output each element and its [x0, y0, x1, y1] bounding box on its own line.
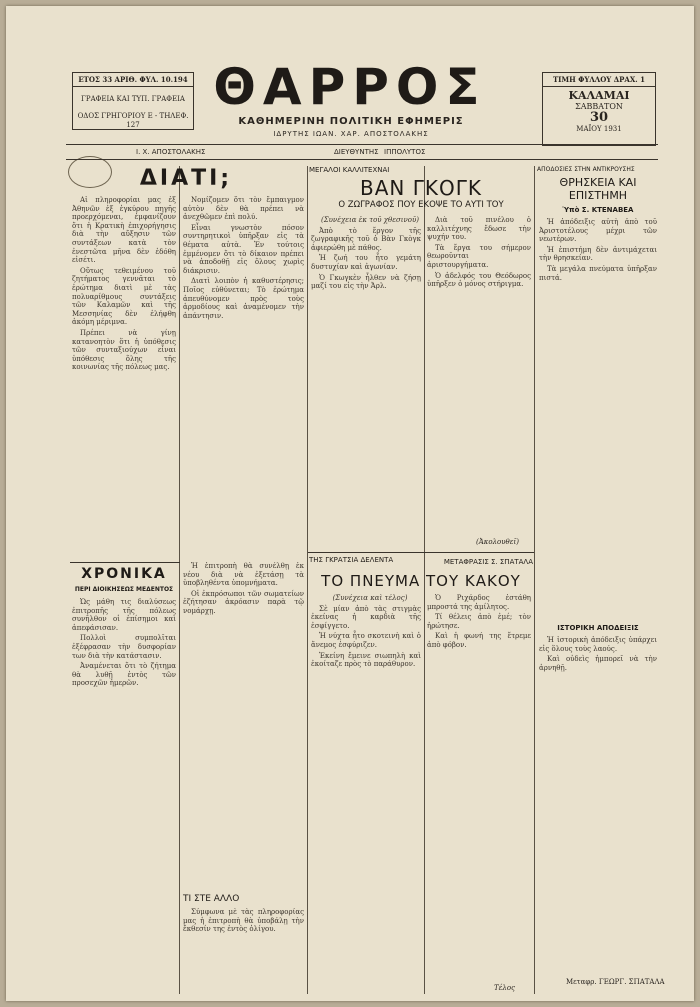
- founder-line: ΙΔΡΥΤΗΣ ΙΩΑΝ. ΧΑΡ. ΑΠΟΣΤΟΛΑΚΗΣ: [273, 130, 429, 138]
- office-address: ΟΔΟΣ ΓΡΗΓΟΡΙΟΥ Ε - ΤΗΛΕΦ. 127: [77, 112, 189, 129]
- headline-chronika: ΧΡΟΝΙΚΑ: [81, 566, 167, 582]
- editor-info-bar: [66, 144, 658, 160]
- month-year-label: ΜΑΪΟΥ 1931: [576, 125, 622, 133]
- paragraph: Οἱ ἐκπρόσωποι τῶν σωματείων ἐζήτησαν ἀκρόασιν παρὰ τῷ νομάρχῃ.: [183, 589, 304, 615]
- director-name: ΙΠΠΟΛΥΤΟΣ: [384, 148, 426, 156]
- article-threskeia-sub: [539, 636, 657, 976]
- column-rule: [179, 166, 180, 994]
- section-rule: [308, 552, 534, 553]
- article-vangogh-col1: [311, 216, 421, 546]
- threskeia-kicker: ΑΠΟΔΟΣΙΕΣ ΣΤΗΝ ΑΝΤΙΚΡΟΥΣΗΣ: [537, 166, 635, 173]
- vangogh-signoff: (Ἀκολουθεῖ): [476, 538, 519, 546]
- office-label: ΓΡΑΦΕΙΑ ΚΑΙ ΤΥΠ. ΓΡΑΦΕΙΑ: [81, 95, 185, 103]
- ti-ste-allo-body: [183, 908, 304, 994]
- paragraph: Τί θέλεις ἀπὸ ἐμέ; τὸν ἠρώτησε.: [427, 613, 531, 630]
- article-threskeia-body: [539, 218, 657, 598]
- ti-ste-allo-heading: ΤΙ ΣΤΕ ΑΛΛΟ: [183, 894, 240, 904]
- paragraph: Σὲ μίαν ἀπὸ τὰς στιγμὰς ἐκείνας ἡ καρδιὰ τῆς ἐσφίγγετο.: [311, 604, 421, 630]
- column-rule: [534, 166, 535, 994]
- paragraph: Καὶ οὐδεὶς ἠμπορεῖ νὰ τὴν ἀρνηθῇ.: [539, 655, 657, 672]
- paragraph: Ἡ νύχτα ἦτο σκοτεινὴ καὶ ὁ ἄνεμος ἐσφύριζεν.: [311, 632, 421, 649]
- paragraph: Ἡ ἀπόδειξις αὐτὴ ἀπὸ τοῦ Ἀριστοτέλους μέχρι τῶν νεωτέρων.: [539, 218, 657, 244]
- paragraph: Ἐκείνη ἔμεινε σιωπηλὴ καὶ ἐκοίταζε πρὸς τὸ παράθυρον.: [311, 651, 421, 669]
- headline-grey: ΤΟ ΠΝΕΥΜΑ ΤΟΥ ΚΑΚΟΥ: [321, 572, 521, 590]
- paragraph: Ἀναμένεται ὅτι τὸ ζήτημα θὰ λυθῇ ἐντὸς τῶν προσεχῶν ἡμερῶν.: [72, 662, 176, 688]
- vangogh-deck: Ο ΖΩΓΡΑΦΟΣ ΠΟΥ ΕΚΟΨΕ ΤΟ ΑΥΤΙ ΤΟΥ: [338, 200, 504, 210]
- paragraph: Νομίζομεν ὅτι τὸν ἔμπαιγμον αὐτὸν δὲν θὰ πρέπει νὰ ἀνεχθῶμεν ἐπὶ πολύ.: [183, 196, 304, 222]
- article-diati-col1: [72, 196, 176, 556]
- threskeia-signoff: Μεταφρ. ΓΕΩΡΓ. ΣΠΑΤΑΛΑ: [566, 978, 665, 986]
- day-label: 30: [589, 110, 609, 125]
- paragraph: Ὁ ἀδελφός του Θεόδωρος ὑπῆρξεν ὁ μόνος στήριγμα.: [427, 271, 531, 289]
- paragraph-note: (Συνέχεια ἐκ τοῦ χθεσινοῦ): [321, 216, 419, 224]
- city-label: ΚΑΛΑΜΑΙ: [568, 89, 630, 102]
- headline-vangogh: ΒΑΝ ΓΚΟΓΚ: [360, 176, 482, 200]
- paragraph: Πρέπει νὰ γίνῃ κατανοητὸν ὅτι ἡ ὑπόθεσις τῶν συνταξιούχων εἶναι ὑπόθεσις ὅλης τῆς κοινωνίας τῆς πόλεως μας.: [72, 328, 176, 372]
- editor-name: Ι. Χ. ΑΠΟΣΤΟΛΑΚΗΣ: [136, 148, 206, 156]
- paragraph: Τὰ ἔργα του σήμερον θεωροῦνται ἀριστουργήματα.: [427, 243, 531, 269]
- paragraph: Ὁ Γκωγκὲν ἦλθεν νὰ ζήσῃ μαζί του εἰς τὴν Ἀρλ.: [311, 273, 421, 291]
- paragraph: Οὕτως τεθειμένου τοῦ ζητήματος γεννᾶται τὸ ἐρώτημα διατὶ μὲ τὰς πολυαρίθμους συντάξεις τῶν Καλαμῶν καὶ τῆς Μεσσηνίας δὲν ἐλήφθη ἀκόμη μέριμνα.: [72, 266, 176, 327]
- article-chronika-col1: [72, 598, 176, 994]
- grey-translator: ΜΕΤΑΦΡΑΣΙΣ Σ. ΣΠΑΤΑΛΑ: [443, 558, 533, 566]
- paragraph: Ἡ ἐπιστήμη δὲν ἀντιμάχεται τὴν θρησκείαν.: [539, 245, 657, 263]
- paragraph-note: (Συνέχεια καὶ τέλος): [332, 594, 408, 602]
- chronika-subheading: ΠΕΡΙ ΔΙΟΙΚΗΣΕΩΣ ΜΕΔΕΝΤΟΣ: [74, 586, 174, 593]
- price-label: ΤΙΜΗ ΦΥΛΛΟΥ ΔΡΑΧ. 1: [543, 73, 655, 87]
- newspaper-subtitle: ΚΑΘΗΜΕΡΙΝΗ ΠΟΛΙΤΙΚΗ ΕΦΗΜΕΡΙΣ: [238, 116, 464, 127]
- paragraph: Διατὶ λοιπὸν ἡ καθυστέρησις; Ποῖος εὐθύνεται; Τὸ ἐρώτημα ἀπευθύνομεν πρὸς τοὺς ἁρμοδίους καὶ ἀναμένομεν τὴν ἀπάντησιν.: [183, 277, 304, 320]
- paragraph: Ἀπὸ τὸ ἔργον τῆς ζωγραφικῆς τοῦ ὁ Βὰν Γκὸγκ ἀφιερώθη μὲ πάθος.: [311, 226, 421, 252]
- paragraph: Διὰ τοῦ πινέλου ὁ καλλιτέχνης ἔδωσε τὴν ψυχήν του.: [427, 216, 531, 242]
- article-diati-col2: [183, 196, 304, 556]
- paragraph: Ὁ Ριχάρδος ἐστάθη μπροστά της ἀμίλητος.: [427, 594, 531, 611]
- article-chronika-col2: [183, 562, 304, 890]
- paragraph: Εἶναι γνωστὸν πόσον συντηρητικοὶ ὑπῆρξαν εἰς τὰ θέματα αὐτὰ. Ἐν τούτοις ἐμμένομεν ὅτι τὸ δίκαιον πρέπει νὰ ἀποδοθῇ εἰς ὅλους χωρὶς διάκρισιν.: [183, 223, 304, 275]
- newspaper-title: ΘΑΡΡΟΣ: [213, 58, 487, 116]
- paragraph: Ἡ ἱστορικὴ ἀπόδειξις ὑπάρχει εἰς ὅλους τοὺς λαούς.: [539, 636, 657, 653]
- column-rule: [307, 166, 308, 994]
- vangogh-kicker: ΜΕΓΑΛΟΙ ΚΑΛΛΙΤΕΧΝΑΙ: [309, 166, 390, 174]
- issue-number: ΕΤΟΣ 33 ΑΡΙΘ. ΦΥΛ. 10.194: [73, 73, 193, 87]
- grey-signoff: Τέλος: [494, 984, 515, 992]
- newspaper-page: [6, 6, 694, 1001]
- paragraph: Καὶ ἡ φωνή της ἔτρεμε ἀπὸ φόβον.: [427, 632, 531, 649]
- headline-diati: ΔΙΑΤΙ;: [139, 166, 233, 191]
- article-grey-col1: [311, 594, 421, 994]
- paragraph: Ὡς μάθη τις διαλύσεως ἐπιτροπῆς τῆς πόλεως συνῆλθον οἱ ἐπίσημοι καὶ ἀπεφάσισαν.: [72, 598, 176, 632]
- paragraph: Ἡ ἐπιτροπὴ θὰ συνέλθῃ ἐκ νέου διὰ νὰ ἐξετάσῃ τὰ ὑποβληθέντα ὑπομνήματα.: [183, 562, 304, 588]
- article-grey-col2: [427, 594, 531, 984]
- historical-proof-heading: ΙΣΤΟΡΙΚΗ ΑΠΟΔΕΙΞΙΣ: [557, 624, 639, 632]
- paragraph: Τὰ μεγάλα πνεύματα ὑπῆρξαν πιστά.: [539, 264, 657, 282]
- paragraph: Πολλοὶ συμπολῖται ἐξέφρασαν τὴν δυσφορίαν των διὰ τὴν κατάστασιν.: [72, 634, 176, 660]
- grey-kicker: ΤΗΣ ΓΚΡΑΤΣΙΑ ΔΕΛΕΝΤΑ: [309, 556, 394, 564]
- paragraph: Αἱ πληροφορίαι μας ἐξ Ἀθηνῶν ἐξ ἐγκύρου πηγῆς προερχόμεναι, ἐμφανίζουν ὅτι ἡ Κρατικὴ ἐπιχορήγησις διὰ τὴν αὔξησιν τῶν συντάξεων κατὰ τὸν ἐνεστῶτα μῆνα δὲν ἐδόθη εἰσέτι.: [72, 196, 176, 265]
- article-vangogh-col2: [427, 216, 531, 536]
- section-rule: [70, 562, 180, 563]
- headline-threskeia: ΘΡΗΣΚΕΙΑ ΚΑΙ ΕΠΙΣΤΗΜΗ: [559, 176, 637, 202]
- weekday-label: ΣΑΒΒΑΤΟΝ: [575, 102, 623, 111]
- paragraph: Ἡ ζωή του ἦτο γεμάτη δυστυχίαν καὶ ἀγωνίαν.: [311, 254, 421, 271]
- paragraph: Σύμφωνα μὲ τὰς πληροφορίας μας ἡ ἐπιτροπὴ θὰ ὑποβάλῃ τὴν ἔκθεσίν της ἐντὸς ὀλίγου.: [183, 908, 304, 934]
- threskeia-byline: Ὑπὸ Σ. ΚΤΕΝΑΒΕΑ: [562, 206, 634, 214]
- director-label: ΔΙΕΥΘΥΝΤΗΣ: [334, 148, 379, 156]
